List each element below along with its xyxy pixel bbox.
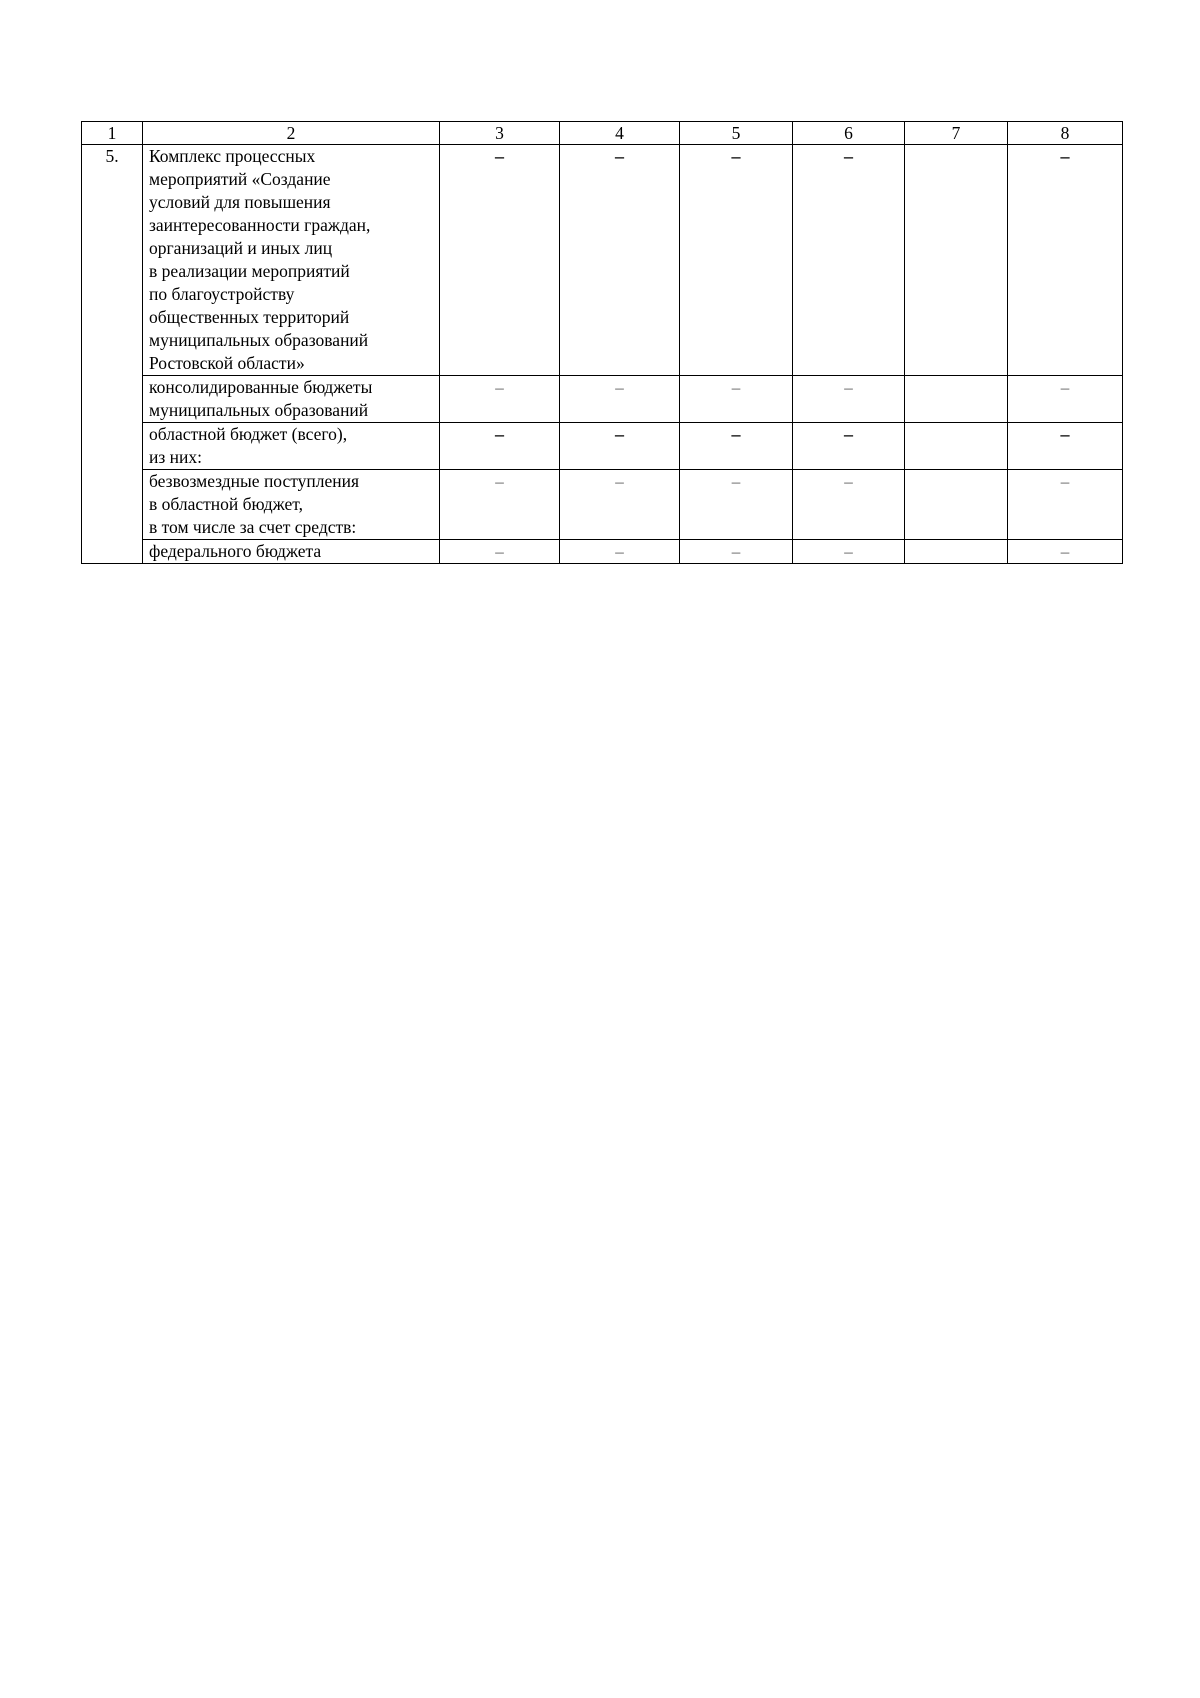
header-cell: 5 [680, 122, 793, 145]
label-line: муниципальных образований [149, 330, 369, 350]
value-cell: – [793, 540, 905, 564]
value-cell [905, 540, 1008, 564]
value-cell: – [440, 376, 560, 423]
value-cell: – [1008, 145, 1123, 376]
budget-table [81, 121, 1123, 564]
header-cell: 2 [143, 122, 440, 145]
table-header-row [82, 122, 1123, 145]
table-row [82, 376, 1123, 423]
value-cell: – [560, 376, 680, 423]
table-row [82, 423, 1123, 470]
value-cell [905, 376, 1008, 423]
value-cell: – [560, 145, 680, 376]
row-label [143, 423, 440, 470]
value-cell: – [560, 470, 680, 540]
value-cell: – [1008, 540, 1123, 564]
value-cell [905, 145, 1008, 376]
header-cell: 7 [905, 122, 1008, 145]
value-cell: – [680, 470, 793, 540]
value-cell: – [793, 145, 905, 376]
value-cell: – [560, 423, 680, 470]
row-label [143, 470, 440, 540]
row-label [143, 540, 440, 564]
value-cell [905, 423, 1008, 470]
row-label [143, 145, 440, 376]
value-cell: – [560, 540, 680, 564]
label-line: из них: [149, 447, 202, 467]
header-cell: 8 [1008, 122, 1123, 145]
value-cell: – [680, 145, 793, 376]
label-line: муниципальных образований [149, 400, 369, 420]
label-line: организаций и иных лиц [149, 238, 333, 258]
label-line: по благоустройству [149, 284, 295, 304]
label-line: в областной бюджет, [149, 494, 303, 514]
label-line: в том числе за счет средств: [149, 517, 357, 537]
value-cell: – [793, 423, 905, 470]
label-line: безвозмездные поступления [149, 471, 360, 491]
value-cell: – [680, 376, 793, 423]
value-cell: – [793, 376, 905, 423]
value-cell: – [1008, 376, 1123, 423]
header-cell: 4 [560, 122, 680, 145]
label-line: в реализации мероприятий [149, 261, 350, 281]
label-line: федерального бюджета [149, 541, 322, 561]
label-line: мероприятий «Создание [149, 169, 331, 189]
header-cell: 3 [440, 122, 560, 145]
value-cell: – [680, 423, 793, 470]
label-line: общественных территорий [149, 307, 350, 327]
value-cell: – [440, 540, 560, 564]
value-cell: – [793, 470, 905, 540]
value-cell: – [680, 540, 793, 564]
value-cell: – [1008, 470, 1123, 540]
value-cell: – [440, 145, 560, 376]
table-row [82, 145, 1123, 376]
header-cell: 6 [793, 122, 905, 145]
value-cell: – [440, 423, 560, 470]
table-row [82, 540, 1123, 564]
row-label [143, 376, 440, 423]
header-cell: 1 [82, 122, 143, 145]
value-cell: – [1008, 423, 1123, 470]
label-line: областной бюджет (всего), [149, 424, 348, 444]
label-line: Ростовской области» [149, 353, 305, 373]
label-line: условий для повышения [149, 192, 331, 212]
label-line: заинтересованности граждан, [149, 215, 371, 235]
table-row [82, 470, 1123, 540]
label-line: Комплекс процессных [149, 146, 316, 166]
value-cell [905, 470, 1008, 540]
value-cell: – [440, 470, 560, 540]
label-line: консолидированные бюджеты [149, 377, 373, 397]
row-number: 5. [82, 145, 143, 564]
